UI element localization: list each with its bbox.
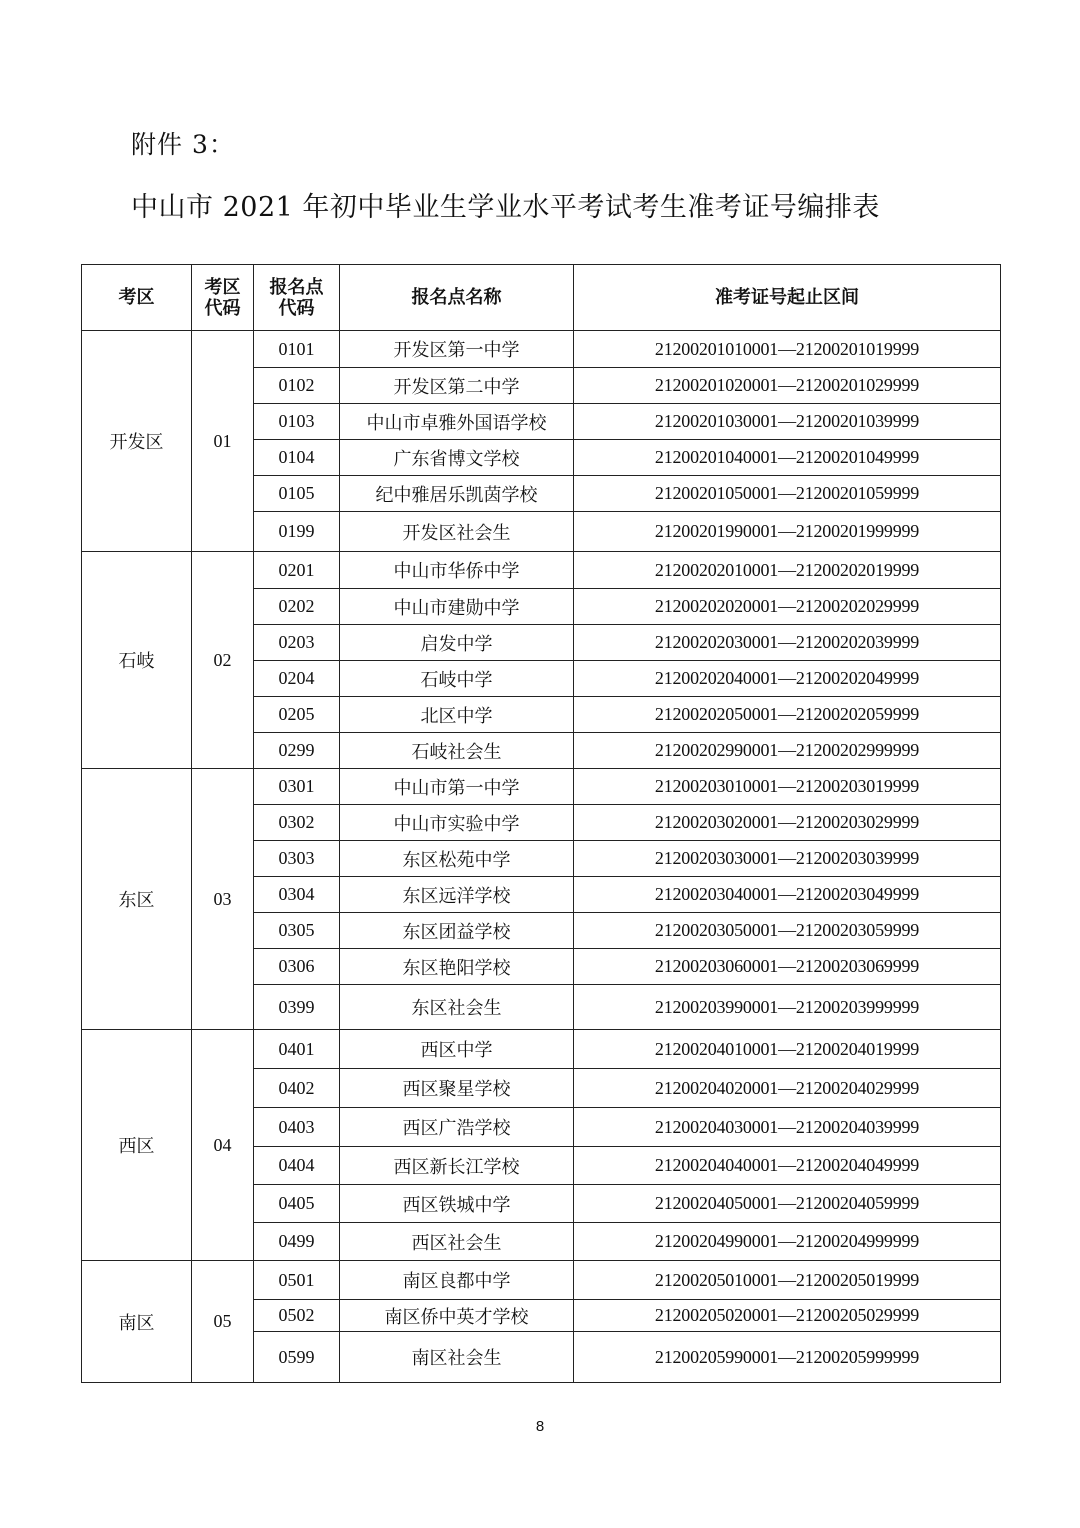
range-cell: 21200203010001—21200203019999 [574, 769, 1001, 805]
site-code-cell: 0599 [254, 1332, 340, 1383]
site-name-cell: 中山市第一中学 [340, 769, 574, 805]
range-cell: 21200203990001—21200203999999 [574, 985, 1001, 1030]
site-name-cell: 西区铁城中学 [340, 1185, 574, 1223]
range-cell: 21200202020001—21200202029999 [574, 589, 1001, 625]
site-name-cell: 广东省博文学校 [340, 440, 574, 476]
site-code-cell: 0302 [254, 805, 340, 841]
range-cell: 21200202010001—21200202019999 [574, 552, 1001, 589]
district-cell: 西区 [82, 1030, 192, 1261]
site-code-cell: 0304 [254, 877, 340, 913]
exam-number-table [81, 264, 1001, 1383]
site-code-cell: 0104 [254, 440, 340, 476]
site-name-cell: 东区团益学校 [340, 913, 574, 949]
table-row [82, 552, 1001, 589]
range-cell: 21200201010001—21200201019999 [574, 331, 1001, 368]
site-code-cell: 0405 [254, 1185, 340, 1223]
range-cell: 21200204990001—21200204999999 [574, 1223, 1001, 1261]
site-name-cell: 石岐中学 [340, 661, 574, 697]
site-code-cell: 0205 [254, 697, 340, 733]
header-site-code: 报名点 代码 [254, 265, 340, 331]
site-code-cell: 0301 [254, 769, 340, 805]
range-cell: 21200204050001—21200204059999 [574, 1185, 1001, 1223]
attachment-label: 附件 3： [131, 130, 235, 159]
site-code-cell: 0105 [254, 476, 340, 512]
site-code-cell: 0401 [254, 1030, 340, 1069]
table-header-row [82, 265, 1001, 331]
range-cell: 21200201030001—21200201039999 [574, 404, 1001, 440]
range-cell: 21200204040001—21200204049999 [574, 1147, 1001, 1185]
site-code-cell: 0101 [254, 331, 340, 368]
site-name-cell: 西区广浩学校 [340, 1108, 574, 1147]
site-name-cell: 西区中学 [340, 1030, 574, 1069]
district-cell: 东区 [82, 769, 192, 1030]
header-range: 准考证号起止区间 [574, 265, 1001, 331]
site-code-cell: 0202 [254, 589, 340, 625]
site-code-cell: 0201 [254, 552, 340, 589]
site-code-cell: 0299 [254, 733, 340, 769]
district-cell: 石岐 [82, 552, 192, 769]
site-name-cell: 中山市实验中学 [340, 805, 574, 841]
site-name-cell: 中山市建勋中学 [340, 589, 574, 625]
site-name-cell: 开发区第二中学 [340, 368, 574, 404]
range-cell: 21200201040001—21200201049999 [574, 440, 1001, 476]
range-cell: 21200204020001—21200204029999 [574, 1069, 1001, 1108]
site-code-cell: 0203 [254, 625, 340, 661]
site-name-cell: 南区良都中学 [340, 1261, 574, 1300]
site-code-cell: 0499 [254, 1223, 340, 1261]
district-code-cell: 03 [192, 769, 254, 1030]
range-cell: 21200201990001—21200201999999 [574, 512, 1001, 552]
site-code-cell: 0501 [254, 1261, 340, 1300]
site-name-cell: 开发区社会生 [340, 512, 574, 552]
site-code-cell: 0103 [254, 404, 340, 440]
district-code-cell: 05 [192, 1261, 254, 1383]
range-cell: 21200203060001—21200203069999 [574, 949, 1001, 985]
range-cell: 21200203050001—21200203059999 [574, 913, 1001, 949]
range-cell: 21200203020001—21200203029999 [574, 805, 1001, 841]
site-code-cell: 0102 [254, 368, 340, 404]
site-code-cell: 0402 [254, 1069, 340, 1108]
site-name-cell: 东区松苑中学 [340, 841, 574, 877]
site-name-cell: 东区艳阳学校 [340, 949, 574, 985]
range-cell: 21200202050001—21200202059999 [574, 697, 1001, 733]
range-cell: 21200203040001—21200203049999 [574, 877, 1001, 913]
site-name-cell: 西区社会生 [340, 1223, 574, 1261]
district-cell: 开发区 [82, 331, 192, 552]
table-row [82, 331, 1001, 368]
range-cell: 21200202040001—21200202049999 [574, 661, 1001, 697]
site-name-cell: 南区社会生 [340, 1332, 574, 1383]
range-cell: 21200201050001—21200201059999 [574, 476, 1001, 512]
range-cell: 21200202990001—21200202999999 [574, 733, 1001, 769]
district-code-cell: 02 [192, 552, 254, 769]
site-name-cell: 西区聚星学校 [340, 1069, 574, 1108]
site-code-cell: 0199 [254, 512, 340, 552]
district-code-cell: 04 [192, 1030, 254, 1261]
site-code-cell: 0306 [254, 949, 340, 985]
table-row [82, 769, 1001, 805]
site-name-cell: 中山市卓雅外国语学校 [340, 404, 574, 440]
site-code-cell: 0204 [254, 661, 340, 697]
document-title: 中山市 2021 年初中毕业生学业水平考试考生准考证号编排表 [131, 192, 880, 223]
site-code-cell: 0399 [254, 985, 340, 1030]
site-name-cell: 中山市华侨中学 [340, 552, 574, 589]
range-cell: 21200204010001—21200204019999 [574, 1030, 1001, 1069]
site-code-cell: 0502 [254, 1300, 340, 1332]
header-site-name: 报名点名称 [340, 265, 574, 331]
range-cell: 21200205990001—21200205999999 [574, 1332, 1001, 1383]
table-row [82, 1030, 1001, 1069]
site-name-cell: 纪中雅居乐凯茵学校 [340, 476, 574, 512]
site-code-cell: 0404 [254, 1147, 340, 1185]
site-name-cell: 东区远洋学校 [340, 877, 574, 913]
site-name-cell: 启发中学 [340, 625, 574, 661]
header-district: 考区 [82, 265, 192, 331]
header-district-code: 考区 代码 [192, 265, 254, 331]
site-code-cell: 0403 [254, 1108, 340, 1147]
site-name-cell: 东区社会生 [340, 985, 574, 1030]
site-name-cell: 开发区第一中学 [340, 331, 574, 368]
page-number: 8 [535, 1418, 545, 1435]
district-code-cell: 01 [192, 331, 254, 552]
range-cell: 21200205020001—21200205029999 [574, 1300, 1001, 1332]
range-cell: 21200201020001—21200201029999 [574, 368, 1001, 404]
range-cell: 21200203030001—21200203039999 [574, 841, 1001, 877]
site-name-cell: 石岐社会生 [340, 733, 574, 769]
site-name-cell: 南区侨中英才学校 [340, 1300, 574, 1332]
range-cell: 21200202030001—21200202039999 [574, 625, 1001, 661]
site-code-cell: 0303 [254, 841, 340, 877]
range-cell: 21200204030001—21200204039999 [574, 1108, 1001, 1147]
table-row [82, 1261, 1001, 1300]
range-cell: 21200205010001—21200205019999 [574, 1261, 1001, 1300]
site-name-cell: 西区新长江学校 [340, 1147, 574, 1185]
site-name-cell: 北区中学 [340, 697, 574, 733]
district-cell: 南区 [82, 1261, 192, 1383]
site-code-cell: 0305 [254, 913, 340, 949]
